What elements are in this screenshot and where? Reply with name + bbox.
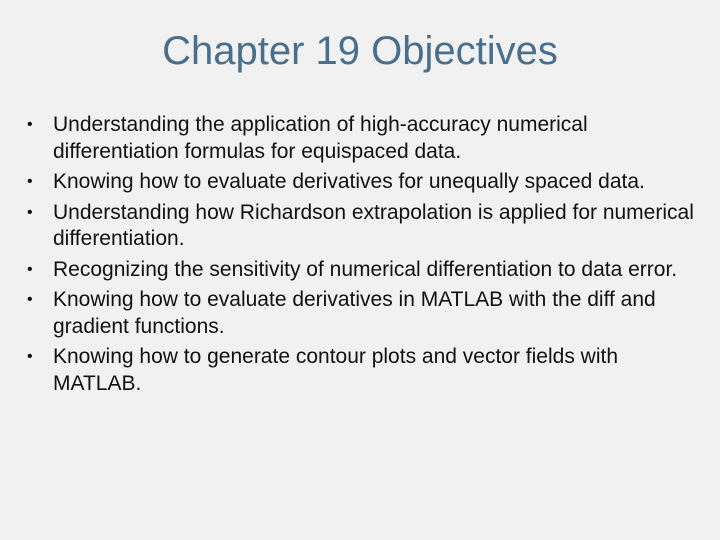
list-item <box>24 112 704 165</box>
bullet-icon: • <box>27 348 33 365</box>
list-item-text: Knowing how to evaluate derivatives for unequally spaced data. <box>53 170 645 193</box>
bullet-icon: • <box>27 260 33 278</box>
list-item <box>24 257 704 284</box>
list-item-text: Recognizing the sensitivity of numerical differentiation to data error. <box>53 257 678 281</box>
list-item-text: Knowing how to evaluate derivatives in MATLAB with the diff and gradient functions. <box>53 288 656 338</box>
list-item-text: Understanding the application of high-accuracy numerical differentiation formulas for equispaced data. <box>53 113 588 163</box>
list-item-text: Understanding how Richardson extrapolation is applied for numerical differentiation. <box>53 200 694 250</box>
bullet-icon: • <box>27 203 33 221</box>
list-item <box>24 200 704 253</box>
list-item <box>24 344 704 397</box>
list-item <box>24 169 704 196</box>
bullet-icon: • <box>27 116 33 133</box>
bullet-icon: • <box>27 173 33 190</box>
objectives-list <box>24 112 704 401</box>
bullet-icon: • <box>27 291 33 308</box>
list-item-text: Knowing how to generate contour plots and vector fields with MATLAB. <box>53 345 619 395</box>
list-item <box>24 287 704 340</box>
slide-title: Chapter 19 Objectives <box>162 29 558 73</box>
